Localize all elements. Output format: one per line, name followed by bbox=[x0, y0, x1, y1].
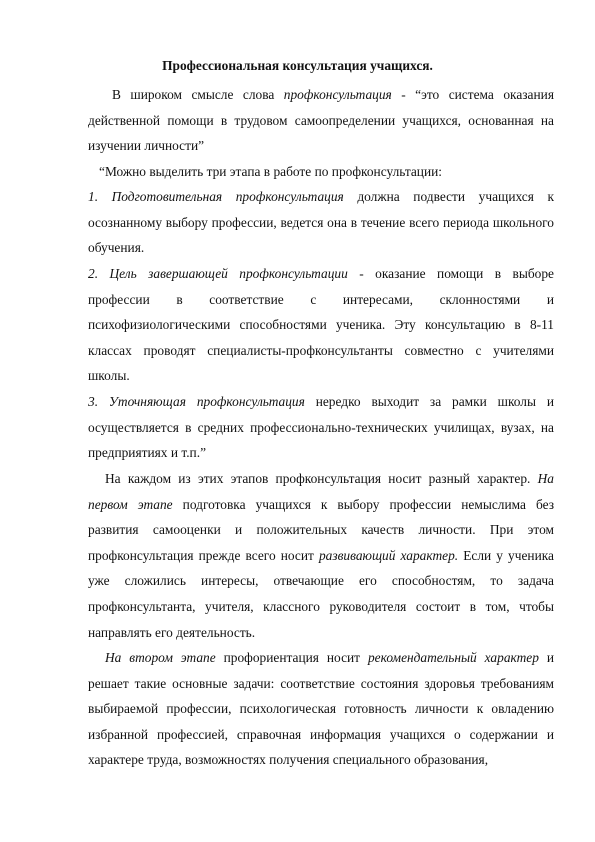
emphasis-term: рекомендательный характер bbox=[367, 650, 539, 665]
paragraph-stages-intro bbox=[88, 159, 554, 185]
paragraph-stage-3 bbox=[88, 389, 554, 466]
paragraph-text: и решает такие основные задачи: соответствие состояния здоровья требованиям выбираемой профессии, психологическая готовность личности к овладению избранной профессией, справочная информация учащихся о содержании и характере труда, возможностях получения специального образования, bbox=[88, 650, 555, 768]
paragraph-stage-1 bbox=[88, 184, 554, 261]
paragraph-stage-2 bbox=[88, 261, 554, 389]
emphasis-term: На втором этапе bbox=[105, 650, 216, 665]
document-title: Профессиональная консультация учащихся. bbox=[162, 58, 433, 73]
paragraph-second-stage bbox=[88, 645, 554, 773]
emphasis-term: 3. Уточняющая профконсультация bbox=[88, 394, 305, 409]
emphasis-term: 2. Цель завершающей профконсультации bbox=[88, 266, 348, 281]
paragraph-first-stage bbox=[88, 466, 554, 645]
paragraph-text: - оказание помощи в выборе профессии в соответствие с интересами, склонностями и психофизиологическими способностями ученика. Эту консультацию в 8-11 классах проводят специалисты-профконсультанты совместно с учителями школы. bbox=[88, 266, 554, 384]
paragraph-text: нередко выходит за рамки школы и осуществляется в средних профессионально-технических училищах, вузах, на предприятиях и т.п.” bbox=[88, 394, 554, 461]
emphasis-term: развивающий характер. bbox=[318, 547, 459, 563]
paragraph-text: “Можно выделить три этапа в работе по профконсультации: bbox=[99, 164, 443, 179]
paragraph-text: подготовка учащихся к выбору профессии немыслима без развития самооценки и положительных качеств личности. При этом профконсультация прежде всего носит bbox=[88, 496, 554, 563]
emphasis-term: На первом этапе bbox=[88, 471, 554, 512]
paragraph-text: профориентация носит bbox=[215, 650, 368, 665]
emphasis-term: профконсультация bbox=[283, 87, 392, 102]
paragraph-text: - “это система оказания действенной помощи в трудовом самоопределении учащихся, основанная на изучении личности” bbox=[88, 87, 554, 154]
paragraph-text: должна подвести учащихся к осознанному выбору профессии, ведется она в течение всего периода школьного обучения. bbox=[88, 189, 554, 256]
paragraph-text: Если у ученика уже сложились интересы, отвечающие его способностям, то задача профконсультанта, учителя, классного руководителя состоит в том, чтобы направлять его деятельность. bbox=[88, 547, 554, 640]
paragraph-text: На каждом из этих этапов профконсультация носит разный характер. bbox=[105, 471, 538, 486]
paragraph-text: В широком смысле слова bbox=[112, 87, 284, 102]
paragraph-definition bbox=[88, 82, 554, 159]
emphasis-term: 1. Подготовительная профконсультация bbox=[88, 189, 344, 204]
